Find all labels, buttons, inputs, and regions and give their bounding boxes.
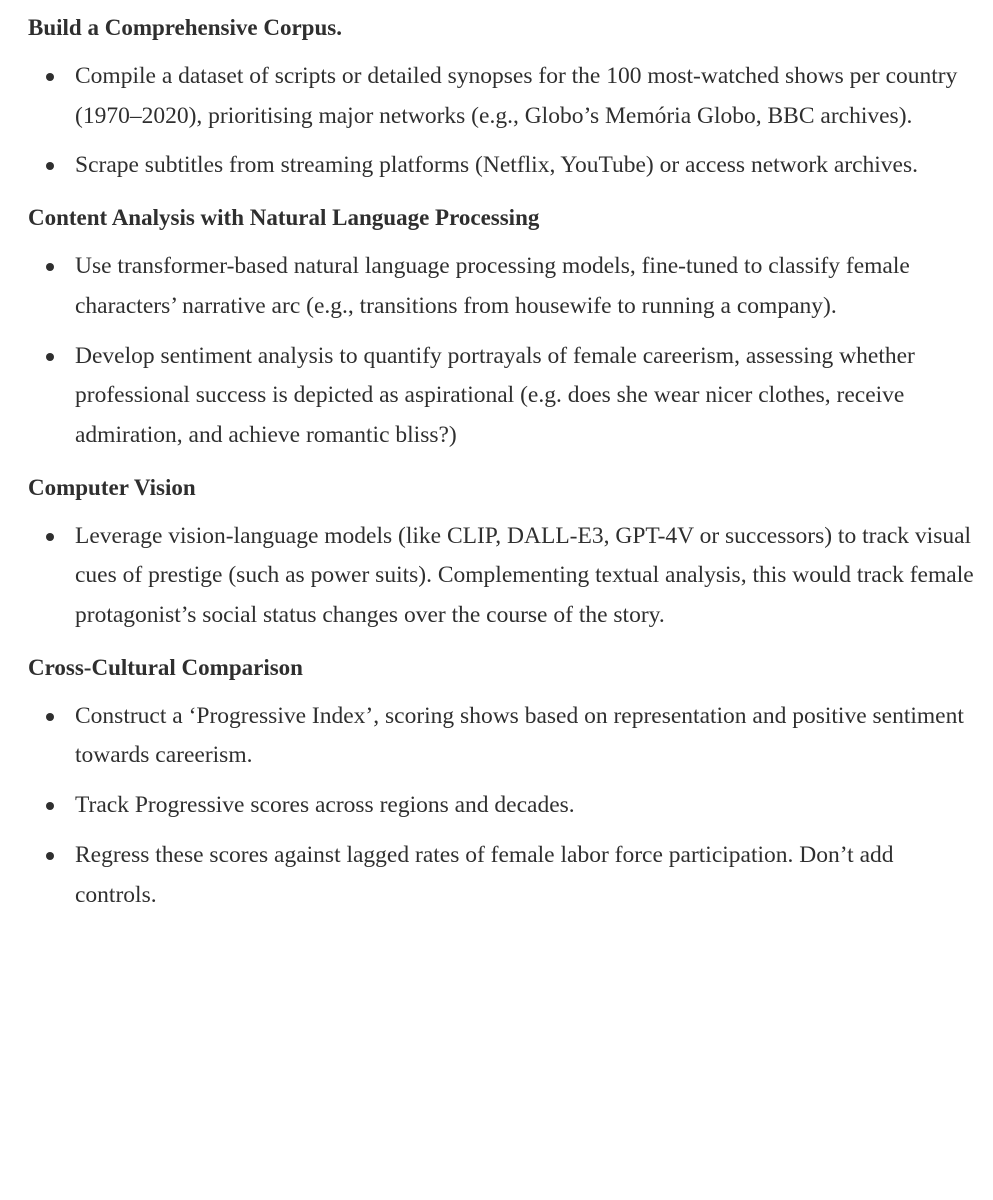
- section-heading-corpus: Build a Comprehensive Corpus.: [28, 15, 342, 40]
- bullet-list-cross-cultural: [28, 697, 975, 916]
- bullet-list-corpus: [28, 57, 975, 186]
- list-item-text: Construct a ‘Progressive Index’, scoring shows based on representation and positive sentiment towards careerism.: [75, 702, 964, 769]
- section-heading-cross-cultural: Cross-Cultural Comparison: [28, 654, 303, 680]
- list-item: [28, 57, 975, 136]
- list-item-text: Develop sentiment analysis to quantify portrayals of female careerism, assessing whether professional success is depicted as aspirational (e.g. does she wear nicer clothes, receive admiration, and achieve romantic bliss?): [75, 342, 915, 448]
- bullet-list-nlp: [28, 247, 975, 456]
- list-item: [28, 247, 975, 326]
- section-heading-vision: Computer Vision: [28, 474, 196, 500]
- bullet-dot-icon: [46, 263, 54, 271]
- list-item: [28, 697, 975, 776]
- list-item-text: Compile a dataset of scripts or detailed synopses for the 100 most-watched shows per country (1970–2020), prioritising major networks (e.g., Globo’s Memória Globo, BBC archives).: [75, 63, 958, 129]
- bullet-list-vision: [28, 517, 975, 636]
- list-item-text: Track Progressive scores across regions and decades.: [75, 792, 575, 819]
- bullet-dot-icon: [46, 533, 54, 541]
- list-item: [28, 337, 975, 456]
- list-item: [28, 836, 975, 915]
- bullet-dot-icon: [46, 852, 54, 860]
- list-item-text: Regress these scores against lagged rates of female labor force participation. Don’t add controls.: [75, 841, 894, 908]
- list-item: [28, 517, 975, 636]
- list-item: [28, 146, 975, 186]
- bullet-dot-icon: [46, 802, 54, 810]
- list-item-text: Leverage vision-language models (like CLIP, DALL-E3, GPT-4V or successors) to track visual cues of prestige (such as power suits). Complementing textual analysis, this would track female protagonist’s social status changes over the course of the story.: [75, 522, 974, 629]
- list-item: [28, 786, 975, 826]
- bullet-dot-icon: [46, 713, 54, 721]
- list-item-text: Scrape subtitles from streaming platforms (Netflix, YouTube) or access network archives.: [75, 152, 918, 179]
- list-item-text: Use transformer-based natural language processing models, fine-tuned to classify female characters’ narrative arc (e.g., transitions from housewife to running a company).: [75, 253, 910, 319]
- section-heading-nlp: Content Analysis with Natural Language Processing: [28, 205, 540, 231]
- bullet-dot-icon: [46, 162, 54, 170]
- bullet-dot-icon: [46, 73, 54, 81]
- bullet-dot-icon: [46, 353, 54, 361]
